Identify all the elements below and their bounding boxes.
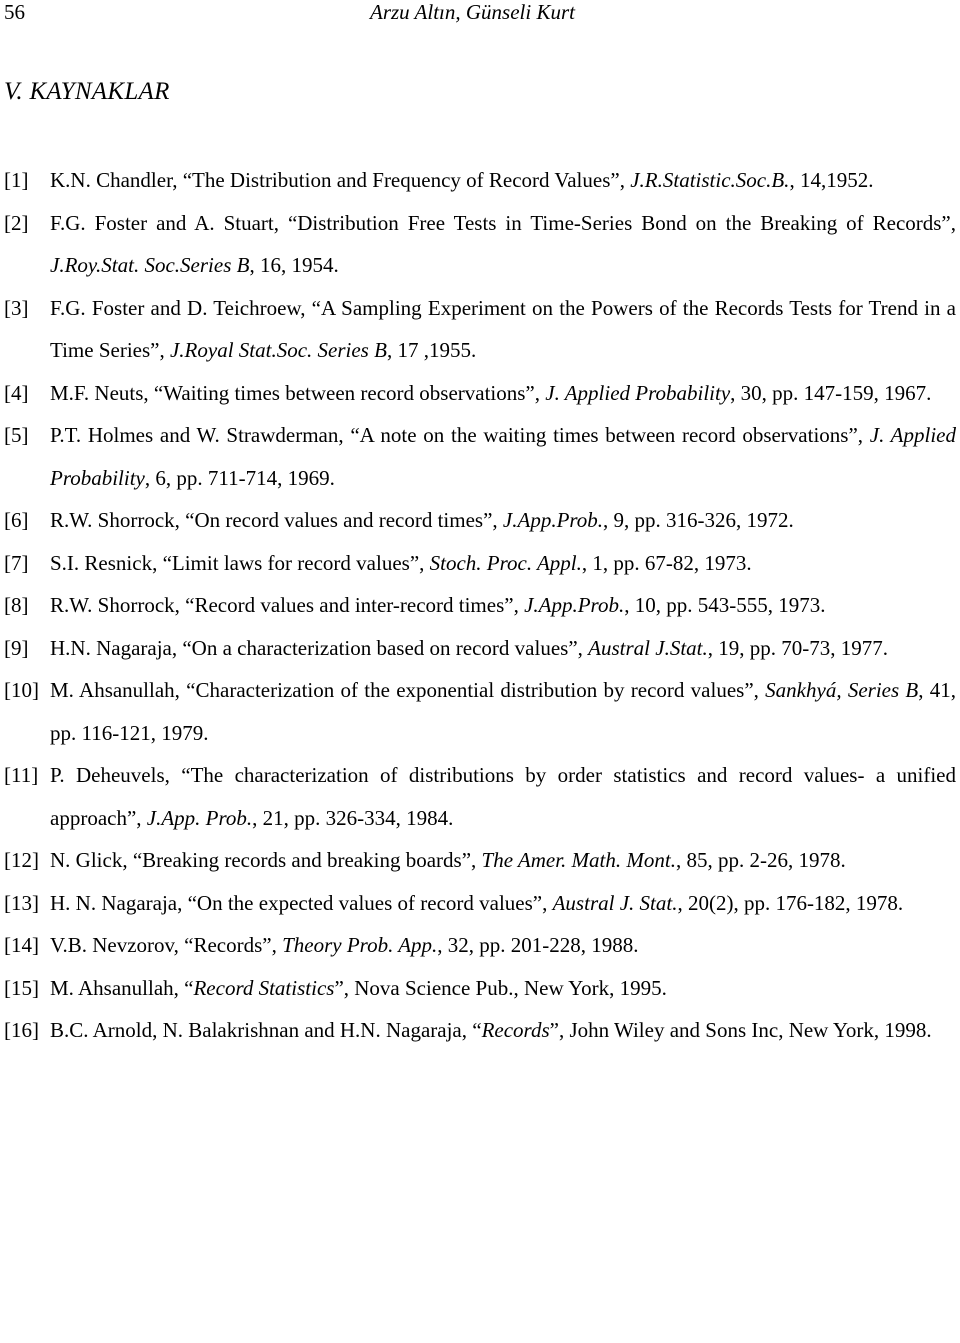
reference-item (4, 627, 956, 670)
reference-list (4, 159, 956, 1052)
reference-item (4, 414, 956, 499)
reference-text (50, 584, 956, 627)
reference-source: J.App.Prob. (524, 593, 625, 617)
reference-segment: , 14,1952. (789, 168, 874, 192)
reference-segment: R.W. Shorrock, “On record values and record times”, (50, 508, 503, 532)
reference-number: [3] (4, 295, 29, 320)
reference-text (50, 839, 956, 882)
reference-text (50, 967, 956, 1010)
reference-source: J.App. Prob. (146, 805, 253, 830)
reference-item (4, 542, 956, 585)
reference-text (50, 202, 956, 287)
reference-number: [11] (4, 763, 39, 787)
reference-source: Austral J.Stat. (588, 635, 708, 660)
reference-segment: ”, Nova Science Pub., New York, 1995. (334, 975, 667, 1000)
reference-item (4, 1009, 956, 1052)
reference-item (4, 499, 956, 542)
reference-segment: K.N. Chandler, “The Distribution and Frequency of Record Values”, (50, 168, 631, 192)
reference-text (50, 754, 956, 839)
reference-segment: , 16, 1954. (249, 253, 339, 277)
reference-number: [7] (4, 550, 29, 575)
reference-segment: P.T. Holmes and W. Strawderman, “A note on the waiting times between record observations”, (50, 423, 870, 447)
reference-item (4, 287, 956, 372)
reference-segment: , 85, pp. 2-26, 1978. (675, 848, 846, 872)
reference-text (50, 159, 956, 202)
reference-segment: F.G. Foster and D. Teichroew, “A Sampling Experiment on the Powers of the Records Tests for Trend in a Time Series”, (50, 295, 956, 362)
reference-item (4, 202, 956, 287)
reference-number: [8] (4, 593, 29, 617)
reference-item (4, 882, 956, 925)
reference-number: [4] (4, 380, 29, 405)
reference-source: Sankhyá, Series B (765, 678, 919, 702)
reference-item (4, 669, 956, 754)
reference-source: Austral J. Stat. (552, 890, 678, 915)
reference-segment: P. Deheuvels, “The characterization of distributions by order statistics and record values- a unified approach”, (50, 763, 956, 830)
reference-segment: , 6, pp. 711-714, 1969. (144, 465, 335, 490)
reference-segment: N. Glick, “Breaking records and breaking boards”, (50, 848, 482, 872)
reference-source: Theory Prob. App. (282, 933, 438, 957)
section-title: V. KAYNAKLAR (4, 78, 170, 105)
page-number: 56 (4, 0, 25, 24)
reference-text (50, 542, 956, 585)
reference-text (50, 287, 956, 372)
reference-segment: , 32, pp. 201-228, 1988. (437, 933, 639, 957)
page-header (0, 0, 960, 30)
reference-segment: ”, John Wiley and Sons Inc, New York, 1998. (549, 1018, 932, 1042)
reference-number: [16] (4, 1018, 39, 1042)
reference-segment: R.W. Shorrock, “Record values and inter-record times”, (50, 593, 525, 617)
reference-source: J.Royal Stat.Soc. Series B (169, 338, 387, 362)
reference-segment: H.N. Nagaraja, “On a characterization based on record values”, (50, 635, 589, 660)
reference-source: J. Applied Probability (545, 380, 731, 405)
reference-source: J. Applied Probability (50, 423, 956, 490)
reference-segment: M. Ahsanullah, “ (50, 975, 194, 1000)
reference-item (4, 967, 956, 1010)
reference-source: Records (481, 1018, 550, 1042)
reference-number: [5] (4, 423, 29, 447)
reference-number: [1] (4, 168, 29, 192)
reference-segment: M. Ahsanullah, “Characterization of the exponential distribution by record values”, (50, 678, 766, 702)
reference-segment: B.C. Arnold, N. Balakrishnan and H.N. Nagaraja, “ (50, 1018, 482, 1042)
reference-item (4, 754, 956, 839)
reference-segment: , 9, pp. 316-326, 1972. (603, 508, 794, 532)
reference-item (4, 839, 956, 882)
reference-text (50, 669, 956, 754)
reference-number: [13] (4, 890, 39, 915)
reference-number: [12] (4, 848, 39, 872)
reference-segment: , 17 ,1955. (386, 338, 477, 362)
reference-number: [9] (4, 635, 29, 660)
running-head: Arzu Altın, Günseli Kurt (370, 0, 575, 24)
reference-segment: , 1, pp. 67-82, 1973. (581, 550, 752, 575)
reference-segment: V.B. Nevzorov, “Records”, (50, 933, 283, 957)
reference-segment: H. N. Nagaraja, “On the expected values of record values”, (50, 890, 553, 915)
reference-number: [15] (4, 975, 39, 1000)
reference-number: [6] (4, 508, 29, 532)
reference-source: Stoch. Proc. Appl. (429, 550, 582, 575)
reference-source: The Amer. Math. Mont. (481, 848, 676, 872)
reference-segment: , 21, pp. 326-334, 1984. (252, 805, 454, 830)
reference-item (4, 159, 956, 202)
reference-segment: F.G. Foster and A. Stuart, “Distribution Free Tests in Time-Series Bond on the Breaking of Records”, (50, 210, 956, 235)
reference-item (4, 372, 956, 415)
reference-source: Record Statistics (193, 975, 335, 1000)
reference-number: [14] (4, 933, 39, 957)
reference-number: [10] (4, 678, 39, 702)
reference-segment: , 10, pp. 543-555, 1973. (624, 593, 826, 617)
reference-segment: M.F. Neuts, “Waiting times between record observations”, (50, 380, 546, 405)
reference-segment: S.I. Resnick, “Limit laws for record values”, (50, 550, 430, 575)
reference-segment: , 20(2), pp. 176-182, 1978. (677, 890, 904, 915)
reference-text (50, 499, 956, 542)
reference-segment: , 41, pp. 116-121, 1979. (50, 678, 957, 745)
reference-text (50, 414, 956, 499)
reference-number: [2] (4, 210, 29, 235)
reference-text (50, 627, 956, 670)
reference-source: J.R.Statistic.Soc.B. (630, 168, 790, 192)
reference-item (4, 924, 956, 967)
reference-source: J.Roy.Stat. Soc.Series B (50, 253, 250, 277)
reference-segment: , 19, pp. 70-73, 1977. (707, 635, 888, 660)
reference-text (50, 372, 956, 415)
reference-source: J.App.Prob. (502, 508, 604, 532)
reference-text (50, 1009, 956, 1052)
reference-segment: , 30, pp. 147-159, 1967. (730, 380, 932, 405)
reference-text (50, 924, 956, 967)
reference-item (4, 584, 956, 627)
reference-text (50, 882, 956, 925)
